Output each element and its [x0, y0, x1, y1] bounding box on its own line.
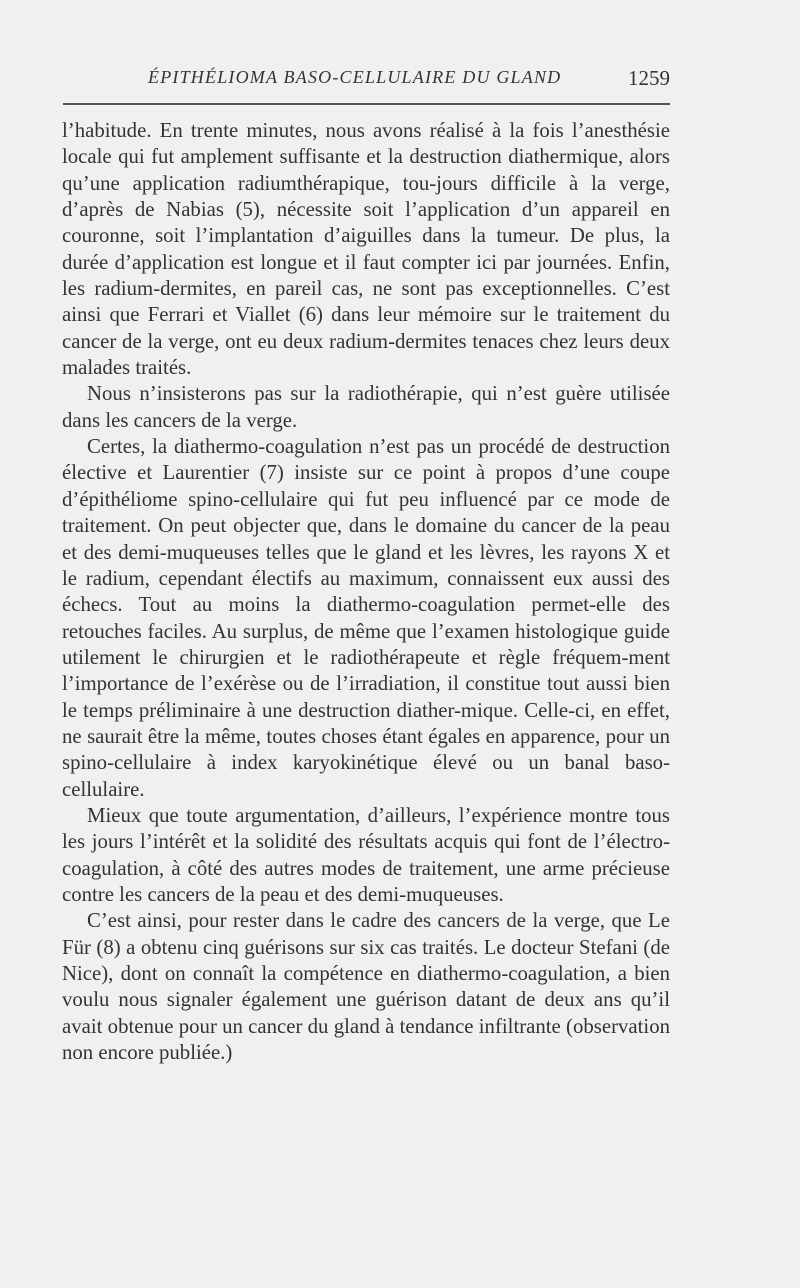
- page-number: 1259: [628, 66, 670, 90]
- paragraph: l’habitude. En trente minutes, nous avons réalisé à la fois l’anesthésie locale qui fut amplement suffisante et la destruction diathermique, alors qu’une application radiumthérapique, tou-jours difficile à la verge, d’après de Nabias (5), nécessite soit l’application d’un appareil en couronne, soit l’implantation d’aiguilles dans la tumeur. De plus, la durée d’application est longue et il faut compter ici par journées. Enfin, les radium-dermites, en pareil cas, ne sont pas exceptionnelles. C’est ainsi que Ferrari et Viallet (6) dans leur mémoire sur le traitement du cancer de la verge, ont eu deux radium-dermites tenaces chez leurs deux malades traités.: [62, 119, 670, 380]
- running-title: ÉPITHÉLIOMA BASO-CELLULAIRE DU GLAND: [148, 67, 562, 87]
- paragraph: Nous n’insisterons pas sur la radiothérapie, qui n’est guère utilisée dans les cancers de la verge.: [62, 382, 670, 432]
- paragraph: C’est ainsi, pour rester dans le cadre des cancers de la verge, que Le Für (8) a obtenu cinq guérisons sur six cas traités. Le docteur Stefani (de Nice), dont on connaît la compétence en diathermo-coagulation, a bien voulu nous signaler également une guérison datant de deux ans qu’il avait obtenue pour un cancer du gland à tendance infiltrante (observation non encore publiée.): [62, 909, 670, 1065]
- paragraph: Mieux que toute argumentation, d’ailleurs, l’expérience montre tous les jours l’intérêt et la solidité des résultats acquis qui font de l’électro-coagulation, à côté des autres modes de traitement, une arme précieuse contre les cancers de la peau et des demi-muqueuses.: [62, 803, 670, 906]
- page-header: [62, 64, 670, 94]
- paragraph: Certes, la diathermo-coagulation n’est pas un procédé de destruction élective et Laurentier (7) insiste sur ce point à propos d’une coupe d’épithéliome spino-cellulaire qui fut peu influencé par ce mode de traitement. On peut objecter que, dans le domaine du cancer de la peau et des demi-muqueuses telles que le gland et les lèvres, les rayons X et le radium, cependant électifs au maximum, connaissent eux aussi des échecs. Tout au moins la diathermo-coagulation permet-elle des retouches faciles. Au surplus, de même que l’examen histologique guide utilement le chirurgien et le radiothérapeute et règle fréquem-ment l’importance de l’exérèse ou de l’irradiation, il constitue tout aussi bien le temps préliminaire à une destruction diather-mique. Celle-ci, en effet, ne saurait être la même, toutes choses étant égales en apparence, pour un spino-cellulaire à index karyokinétique élevé ou un banal baso-cellulaire.: [62, 435, 670, 801]
- body-text: [62, 118, 670, 1066]
- header-rule: [63, 103, 670, 105]
